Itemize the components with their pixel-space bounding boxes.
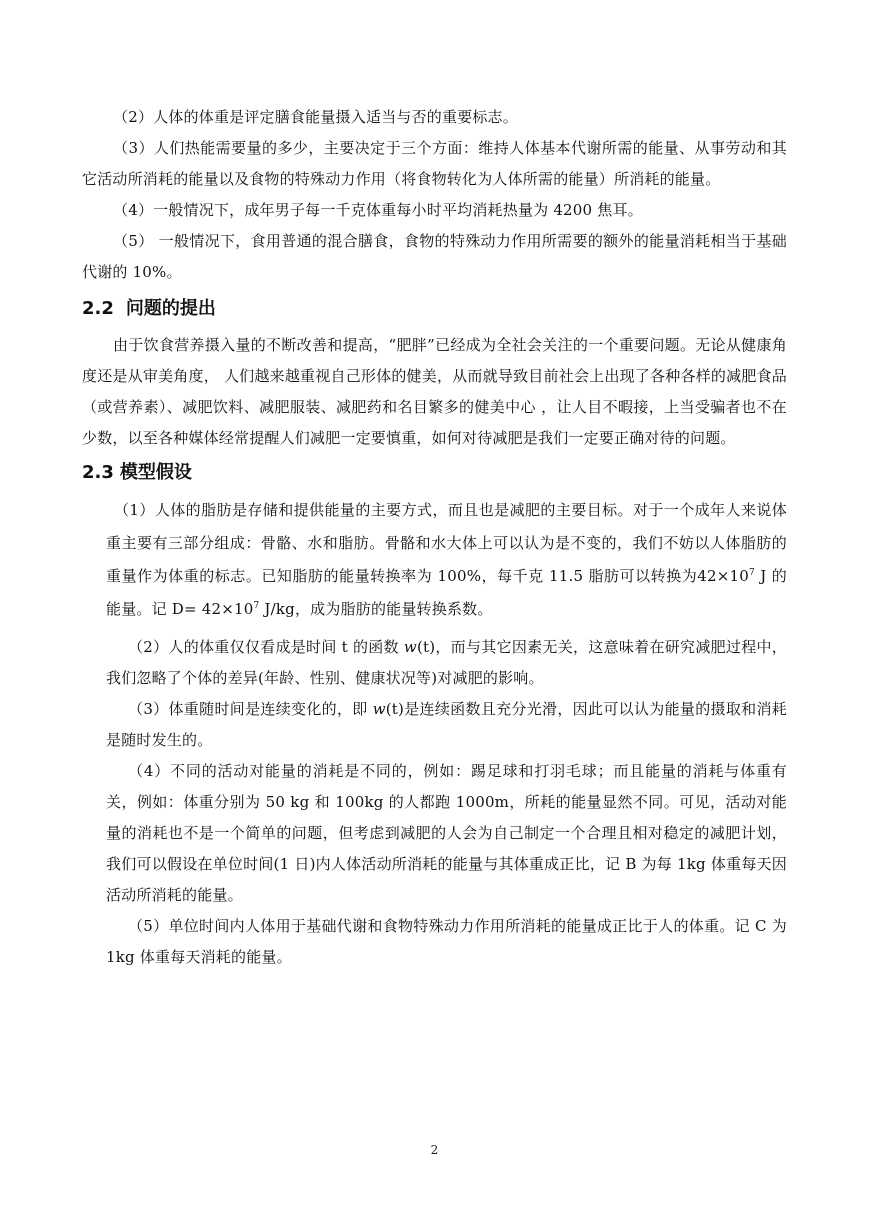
assumption-4: （4）不同的活动对能量的消耗是不同的，例如：踢足球和打羽毛球；而且能量的消耗与体重有关，例如：体重分别为 50 kg 和 100kg 的人都跑 1000m，所耗的能量显然不同。可见，活动对能量的消耗也不是一个简单的问题，但考虑到减肥的人会为自己制定一个合理且相对稳定的减肥计划，我们可以假设在单位时间(1 日)内人体活动所消耗的能量与其体重成正比，记 B 为每 1kg 体重每天因活动所消耗的能量。 — [106, 762, 787, 904]
section-number: 2.2 — [82, 298, 114, 319]
paragraph-condition-5: （5） 一般情况下，食用普通的混合膳食，食物的特殊动力作用所需要的额外的能量消耗相当于基础代谢的 10%。 — [82, 232, 787, 281]
coefficient-unit-text: J/kg，成为脂肪的能量转换系数。 — [259, 600, 493, 618]
function-symbol: w — [372, 700, 386, 718]
page-content — [82, 102, 787, 973]
section-heading-2-2 — [82, 296, 787, 322]
assumption-1 — [82, 494, 787, 626]
page-number: 2 — [430, 1143, 439, 1157]
energy-unit-text: J 的能量。记 D= — [106, 567, 787, 618]
assumption-3: （3）体重随时间是连续变化的，即 w(t)是连续函数且充分光滑，因此可以认为能量的摄取和消耗是随时发生的。 — [106, 700, 787, 749]
assumption-2: （2）人的体重仅仅看成是时间 t 的函数 w(t)，而与其它因素无关，这意味着在研究减肥过程中，我们忽略了个体的差异(年龄、性别、健康状况等)对减肥的影响。 — [106, 638, 788, 687]
assumption-1-text: （1）人体的脂肪是存储和提供能量的主要方式，而且也是减肥的主要目标。对于一个成年人来说体重主要有三部分组成：骨骼、水和脂肪。骨骼和水大体上可以认为是不变的，我们不妨以人体脂肪的重量作为体重的标志。已知脂肪的能量转换率为 100%，每千克 11.5 脂肪可以转换为 — [106, 501, 787, 585]
section-heading-2-3 — [82, 460, 787, 486]
paragraph-condition-4: （4）一般情况下，成年男子每一千克体重每小时平均消耗热量为 4200 焦耳。 — [113, 201, 643, 219]
section-title: 问题的提出 — [125, 298, 216, 319]
conversion-coefficient-formula: $42\times 10^7$ — [201, 600, 260, 618]
assumption-5: （5）单位时间内人体用于基础代谢和食物特殊动力作用所消耗的能量成正比于人的体重。记 C 为 1kg 体重每天消耗的能量。 — [106, 917, 787, 966]
paragraph-condition-3: （3）人们热能需要量的多少，主要决定于三个方面：维持人体基本代谢所需的能量、从事劳动和其它活动所消耗的能量以及食物的特殊动力作用（将食物转化为人体所需的能量）所消耗的能量。 — [82, 139, 787, 188]
paragraph-condition-2: （2）人体的体重是评定膳食能量摄入适当与否的重要标志。 — [113, 108, 518, 126]
function-symbol: w — [403, 638, 417, 656]
section-number: 2.3 — [82, 462, 114, 483]
section-title: 模型假设 — [119, 462, 192, 483]
paragraph-problem-statement: 由于饮食营养摄入量的不断改善和提高，“肥胖”已经成为全社会关注的一个重要问题。无论从健康角度还是从审美角度， 人们越来越重视自己形体的健美，从而就导致目前社会上出现了各种各样的减肥食品（或营养素）、减肥饮料、减肥服装、减肥药和名目繁多的健美中心 ，让人目不暇接，上当受骗者也不在少数，以至各种媒体经常提醒人们减肥一定要慎重，如何对待减肥是我们一定要正确对待的问题。 — [82, 336, 787, 447]
energy-value-formula: $42\times 10^7$ — [697, 567, 755, 585]
